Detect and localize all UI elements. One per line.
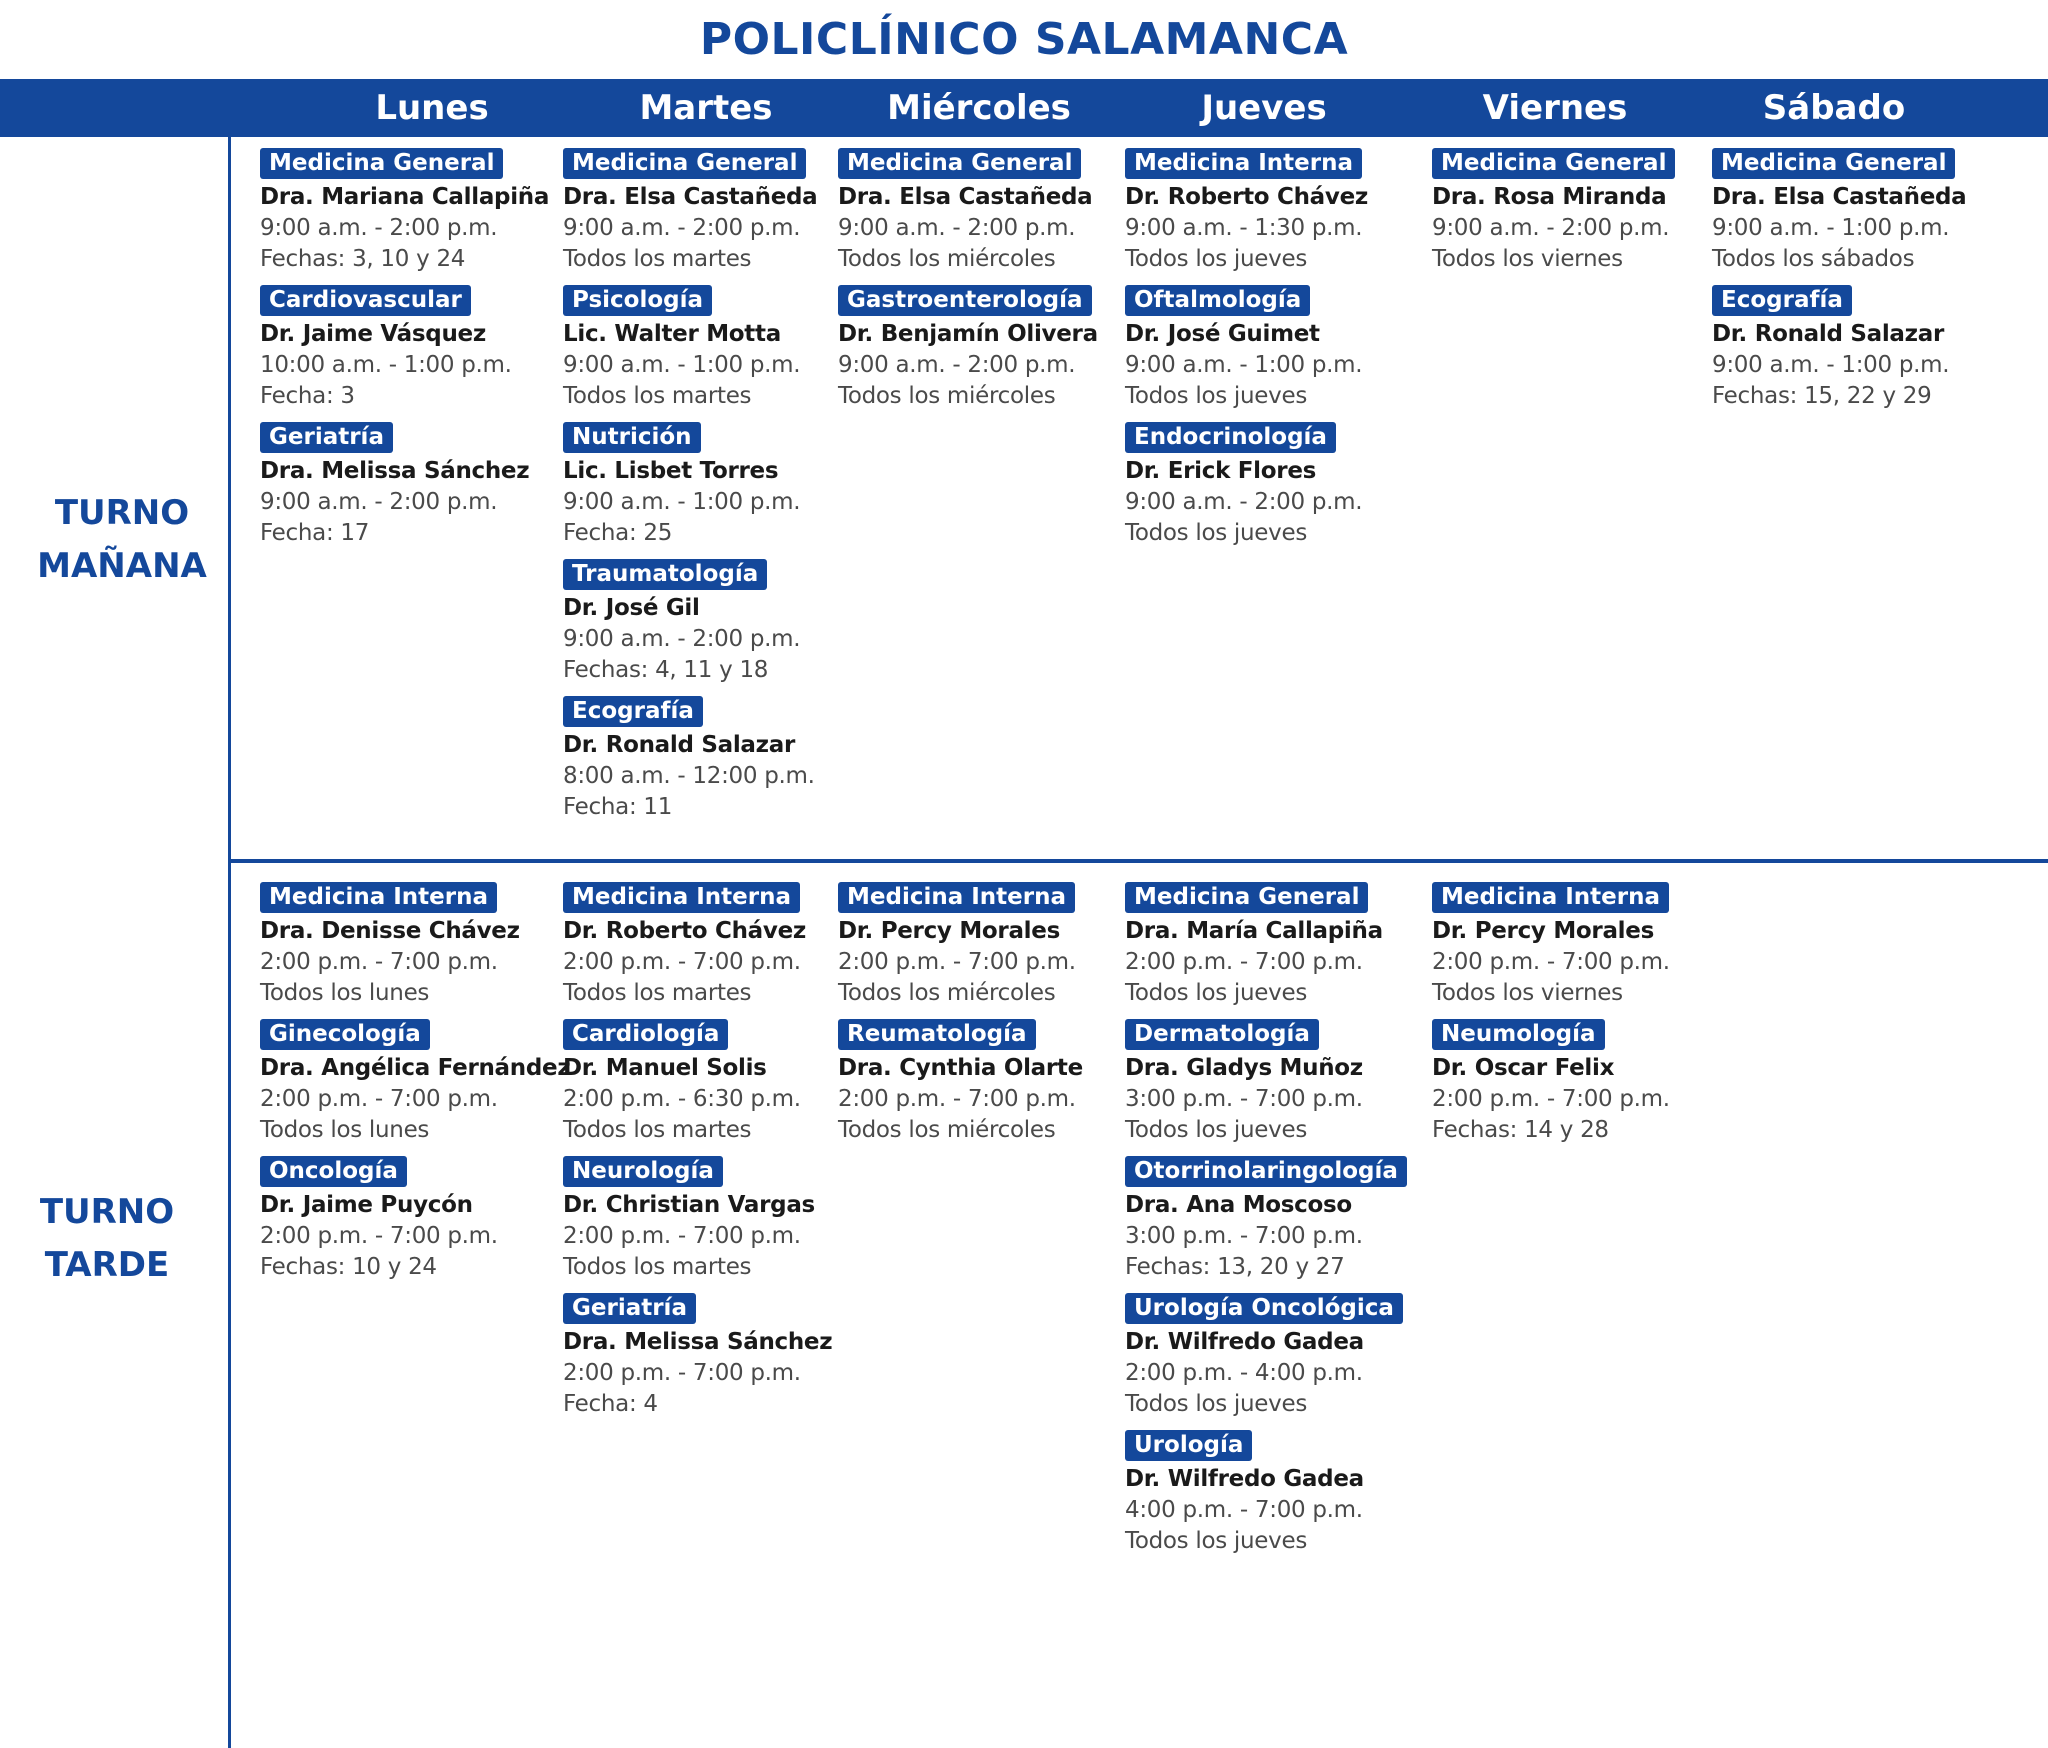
schedule-dates: Todos los miércoles	[838, 1117, 1056, 1143]
schedule-hours: 9:00 a.m. - 1:00 p.m.	[563, 489, 801, 515]
shift-column-divider	[228, 137, 231, 1748]
schedule-entry	[1125, 1293, 1400, 1420]
schedule-entry	[1432, 882, 1707, 1009]
specialty-badge: Medicina General	[838, 148, 1081, 179]
schedule-dates: Todos los miércoles	[838, 383, 1056, 409]
day-header-lunes: Lunes	[375, 88, 489, 128]
schedule-dates: Todos los sábados	[1712, 246, 1915, 272]
schedule-dates: Todos los viernes	[1432, 246, 1623, 272]
schedule-entry	[563, 422, 838, 549]
specialty-badge: Nutrición	[563, 422, 701, 453]
schedule-hours: 9:00 a.m. - 1:30 p.m.	[1125, 215, 1363, 241]
schedule-dates: Todos los miércoles	[838, 246, 1056, 272]
schedule-entry	[1125, 422, 1400, 549]
schedule-dates: Fecha: 25	[563, 520, 673, 546]
specialty-badge: Medicina General	[260, 148, 503, 179]
doctor-name: Dra. Melissa Sánchez	[260, 458, 530, 484]
doctor-name: Dr. Percy Morales	[838, 918, 1060, 944]
schedule-entry	[260, 148, 550, 275]
schedule-entry	[1712, 285, 1987, 412]
specialty-badge: Medicina General	[1432, 148, 1675, 179]
day-header-miercoles: Miércoles	[887, 88, 1071, 128]
day-header-jueves: Jueves	[1201, 88, 1327, 128]
schedule-hours: 9:00 a.m. - 2:00 p.m.	[838, 352, 1076, 378]
schedule-dates: Todos los lunes	[260, 980, 430, 1006]
doctor-name: Dra. Gladys Muñoz	[1125, 1055, 1363, 1081]
doctor-name: Dra. María Callapiña	[1125, 918, 1383, 944]
schedule-hours: 2:00 p.m. - 7:00 p.m.	[1432, 949, 1670, 975]
doctor-name: Dr. Roberto Chávez	[563, 918, 806, 944]
specialty-badge: Medicina General	[1125, 882, 1368, 913]
schedule-column-morning-lunes	[260, 148, 550, 559]
schedule-entry	[563, 148, 838, 275]
schedule-dates: Todos los martes	[563, 246, 752, 272]
schedule-entry	[563, 1019, 838, 1146]
schedule-entry	[260, 422, 535, 549]
schedule-entry	[1712, 148, 1987, 275]
schedule-column-morning-martes	[563, 148, 838, 833]
schedule-hours: 9:00 a.m. - 1:00 p.m.	[1712, 215, 1950, 241]
schedule-entry	[1125, 1156, 1400, 1283]
schedule-dates: Todos los jueves	[1125, 520, 1307, 546]
specialty-badge: Ecografía	[563, 696, 703, 727]
specialty-badge: Oncología	[260, 1156, 407, 1187]
doctor-name: Dra. Elsa Castañeda	[563, 184, 818, 210]
schedule-entry	[1125, 148, 1400, 275]
schedule-entry	[838, 285, 1113, 412]
schedule-hours: 9:00 a.m. - 2:00 p.m.	[838, 215, 1076, 241]
doctor-name: Dra. Melissa Sánchez	[563, 1329, 833, 1355]
schedule-hours: 9:00 a.m. - 2:00 p.m.	[1432, 215, 1670, 241]
schedule-dates: Todos los jueves	[1125, 1528, 1307, 1554]
schedule-entry	[260, 882, 535, 1009]
schedule-hours: 9:00 a.m. - 1:00 p.m.	[1712, 352, 1950, 378]
doctor-name: Dr. Oscar Felix	[1432, 1055, 1615, 1081]
specialty-badge: Cardiología	[563, 1019, 728, 1050]
doctor-name: Dr. Christian Vargas	[563, 1192, 815, 1218]
schedule-hours: 2:00 p.m. - 7:00 p.m.	[260, 1086, 498, 1112]
schedule-dates: Fecha: 17	[260, 520, 370, 546]
schedule-dates: Fecha: 4	[563, 1391, 658, 1417]
shift-label-afternoon: TURNO TARDE	[39, 1192, 175, 1285]
schedule-entry	[1125, 882, 1400, 1009]
day-header-sabado: Sábado	[1762, 88, 1906, 128]
schedule-dates: Todos los jueves	[1125, 246, 1307, 272]
schedule-dates: Todos los jueves	[1125, 1391, 1307, 1417]
shift-label-morning: TURNO MAÑANA	[37, 493, 207, 586]
schedule-hours: 2:00 p.m. - 6:30 p.m.	[563, 1086, 801, 1112]
schedule-hours: 9:00 a.m. - 2:00 p.m.	[260, 215, 498, 241]
schedule-dates: Fecha: 3	[260, 383, 355, 409]
specialty-badge: Medicina Interna	[260, 882, 497, 913]
specialty-badge: Gastroenterología	[838, 285, 1092, 316]
schedule-dates: Todos los miércoles	[838, 980, 1056, 1006]
schedule-entry	[260, 285, 535, 412]
schedule-dates: Fechas: 13, 20 y 27	[1125, 1254, 1345, 1280]
schedule-entry	[1432, 1019, 1707, 1146]
doctor-name: Dr. Percy Morales	[1432, 918, 1654, 944]
schedule-dates: Fechas: 15, 22 y 29	[1712, 383, 1932, 409]
schedule-hours: 9:00 a.m. - 2:00 p.m.	[563, 626, 801, 652]
specialty-badge: Urología Oncológica	[1125, 1293, 1403, 1324]
doctor-name: Dra. Cynthia Olarte	[838, 1055, 1083, 1081]
specialty-badge: Reumatología	[838, 1019, 1036, 1050]
doctor-name: Dr. Wilfredo Gadea	[1125, 1329, 1364, 1355]
schedule-entry	[1125, 285, 1400, 412]
specialty-badge: Neumología	[1432, 1019, 1605, 1050]
schedule-hours: 9:00 a.m. - 2:00 p.m.	[260, 489, 498, 515]
doctor-name: Dr. Benjamín Olivera	[838, 321, 1098, 347]
schedule-column-afternoon-jueves	[1125, 882, 1400, 1567]
day-header-bar	[0, 79, 2048, 137]
schedule-dates: Todos los martes	[563, 1117, 752, 1143]
doctor-name: Dr. Jaime Vásquez	[260, 321, 486, 347]
shift-row-divider	[228, 859, 2048, 863]
schedule-dates: Todos los lunes	[260, 1117, 430, 1143]
schedule-hours: 2:00 p.m. - 7:00 p.m.	[838, 949, 1076, 975]
schedule-hours: 9:00 a.m. - 2:00 p.m.	[563, 215, 801, 241]
schedule-hours: 2:00 p.m. - 7:00 p.m.	[563, 1360, 801, 1386]
specialty-badge: Endocrinología	[1125, 422, 1336, 453]
specialty-badge: Traumatología	[563, 559, 767, 590]
schedule-hours: 2:00 p.m. - 4:00 p.m.	[1125, 1360, 1363, 1386]
schedule-entry	[563, 1156, 838, 1283]
schedule-dates: Fechas: 4, 11 y 18	[563, 657, 769, 683]
schedule-dates: Todos los viernes	[1432, 980, 1623, 1006]
schedule-dates: Todos los jueves	[1125, 383, 1307, 409]
doctor-name: Dr. José Guimet	[1125, 321, 1320, 347]
schedule-hours: 2:00 p.m. - 7:00 p.m.	[563, 1223, 801, 1249]
specialty-badge: Otorrinolaringología	[1125, 1156, 1407, 1187]
schedule-column-afternoon-martes	[563, 882, 838, 1430]
doctor-name: Lic. Lisbet Torres	[563, 458, 779, 484]
schedule-dates: Todos los martes	[563, 1254, 752, 1280]
page-title: POLICLÍNICO SALAMANCA	[699, 14, 1349, 65]
schedule-hours: 3:00 p.m. - 7:00 p.m.	[1125, 1223, 1363, 1249]
schedule-hours: 9:00 a.m. - 1:00 p.m.	[1125, 352, 1363, 378]
schedule-hours: 9:00 a.m. - 2:00 p.m.	[1125, 489, 1363, 515]
specialty-badge: Medicina Interna	[838, 882, 1075, 913]
schedule-entry	[260, 1156, 535, 1283]
schedule-hours: 2:00 p.m. - 7:00 p.m.	[563, 949, 801, 975]
schedule-entry	[260, 1019, 571, 1146]
schedule-entry	[563, 559, 838, 686]
schedule-dates: Todos los martes	[563, 383, 752, 409]
schedule-dates: Fechas: 10 y 24	[260, 1254, 437, 1280]
schedule-dates: Fecha: 11	[563, 794, 673, 820]
schedule-entry	[563, 285, 838, 412]
schedule-entry	[563, 882, 838, 1009]
specialty-badge: Geriatría	[563, 1293, 696, 1324]
schedule-hours: 2:00 p.m. - 7:00 p.m.	[260, 949, 498, 975]
doctor-name: Dr. Ronald Salazar	[563, 732, 796, 758]
schedule-entry	[838, 882, 1113, 1009]
doctor-name: Dra. Angélica Fernández	[260, 1055, 571, 1081]
schedule-hours: 2:00 p.m. - 7:00 p.m.	[1432, 1086, 1670, 1112]
specialty-badge: Medicina Interna	[563, 882, 800, 913]
schedule-dates: Todos los martes	[563, 980, 752, 1006]
doctor-name: Dr. Ronald Salazar	[1712, 321, 1945, 347]
schedule-dates: Todos los jueves	[1125, 1117, 1307, 1143]
day-header-viernes: Viernes	[1482, 88, 1628, 128]
schedule-entry	[1125, 1019, 1400, 1146]
schedule-hours: 4:00 p.m. - 7:00 p.m.	[1125, 1497, 1363, 1523]
schedule-column-afternoon-viernes	[1432, 882, 1707, 1156]
doctor-name: Dr. Jaime Puycón	[260, 1192, 473, 1218]
specialty-badge: Oftalmología	[1125, 285, 1310, 316]
schedule-dates: Todos los jueves	[1125, 980, 1307, 1006]
specialty-badge: Urología	[1125, 1430, 1252, 1461]
schedule-hours: 2:00 p.m. - 7:00 p.m.	[260, 1223, 498, 1249]
specialty-badge: Medicina General	[563, 148, 806, 179]
doctor-name: Dra. Mariana Callapiña	[260, 184, 550, 210]
schedule-entry	[1432, 148, 1707, 275]
schedule-column-morning-sabado	[1712, 148, 1987, 422]
specialty-badge: Neurología	[563, 1156, 723, 1187]
specialty-badge: Ginecología	[260, 1019, 430, 1050]
specialty-badge: Medicina General	[1712, 148, 1955, 179]
doctor-name: Dra. Rosa Miranda	[1432, 184, 1667, 210]
schedule-hours: 9:00 a.m. - 1:00 p.m.	[563, 352, 801, 378]
schedule-hours: 3:00 p.m. - 7:00 p.m.	[1125, 1086, 1363, 1112]
doctor-name: Dr. Manuel Solis	[563, 1055, 767, 1081]
schedule-hours: 10:00 a.m. - 1:00 p.m.	[260, 352, 512, 378]
doctor-name: Dra. Elsa Castañeda	[838, 184, 1093, 210]
schedule-column-afternoon-miercoles	[838, 882, 1113, 1156]
schedule-entry	[838, 148, 1113, 275]
schedule-dates: Fechas: 14 y 28	[1432, 1117, 1609, 1143]
schedule-column-morning-viernes	[1432, 148, 1707, 285]
schedule-column-morning-jueves	[1125, 148, 1400, 559]
schedule-entry	[838, 1019, 1113, 1146]
specialty-badge: Geriatría	[260, 422, 393, 453]
specialty-badge: Medicina Interna	[1432, 882, 1669, 913]
schedule-entry	[1125, 1430, 1400, 1557]
specialty-badge: Dermatología	[1125, 1019, 1319, 1050]
doctor-name: Dra. Denisse Chávez	[260, 918, 520, 944]
schedule-hours: 8:00 a.m. - 12:00 p.m.	[563, 763, 815, 789]
doctor-name: Lic. Walter Motta	[563, 321, 781, 347]
specialty-badge: Cardiovascular	[260, 285, 471, 316]
schedule-entry	[563, 1293, 838, 1420]
schedule-column-afternoon-lunes	[260, 882, 571, 1293]
schedule-hours: 2:00 p.m. - 7:00 p.m.	[1125, 949, 1363, 975]
specialty-badge: Medicina Interna	[1125, 148, 1362, 179]
doctor-name: Dr. Wilfredo Gadea	[1125, 1466, 1364, 1492]
schedule-column-morning-miercoles	[838, 148, 1113, 422]
schedule-entry	[563, 696, 838, 823]
specialty-badge: Ecografía	[1712, 285, 1852, 316]
schedule-hours: 2:00 p.m. - 7:00 p.m.	[838, 1086, 1076, 1112]
doctor-name: Dr. Roberto Chávez	[1125, 184, 1368, 210]
doctor-name: Dr. Erick Flores	[1125, 458, 1317, 484]
doctor-name: Dra. Ana Moscoso	[1125, 1192, 1352, 1218]
specialty-badge: Psicología	[563, 285, 712, 316]
doctor-name: Dra. Elsa Castañeda	[1712, 184, 1967, 210]
day-header-martes: Martes	[639, 88, 773, 128]
doctor-name: Dr. José Gil	[563, 595, 700, 621]
schedule-dates: Fechas: 3, 10 y 24	[260, 246, 466, 272]
